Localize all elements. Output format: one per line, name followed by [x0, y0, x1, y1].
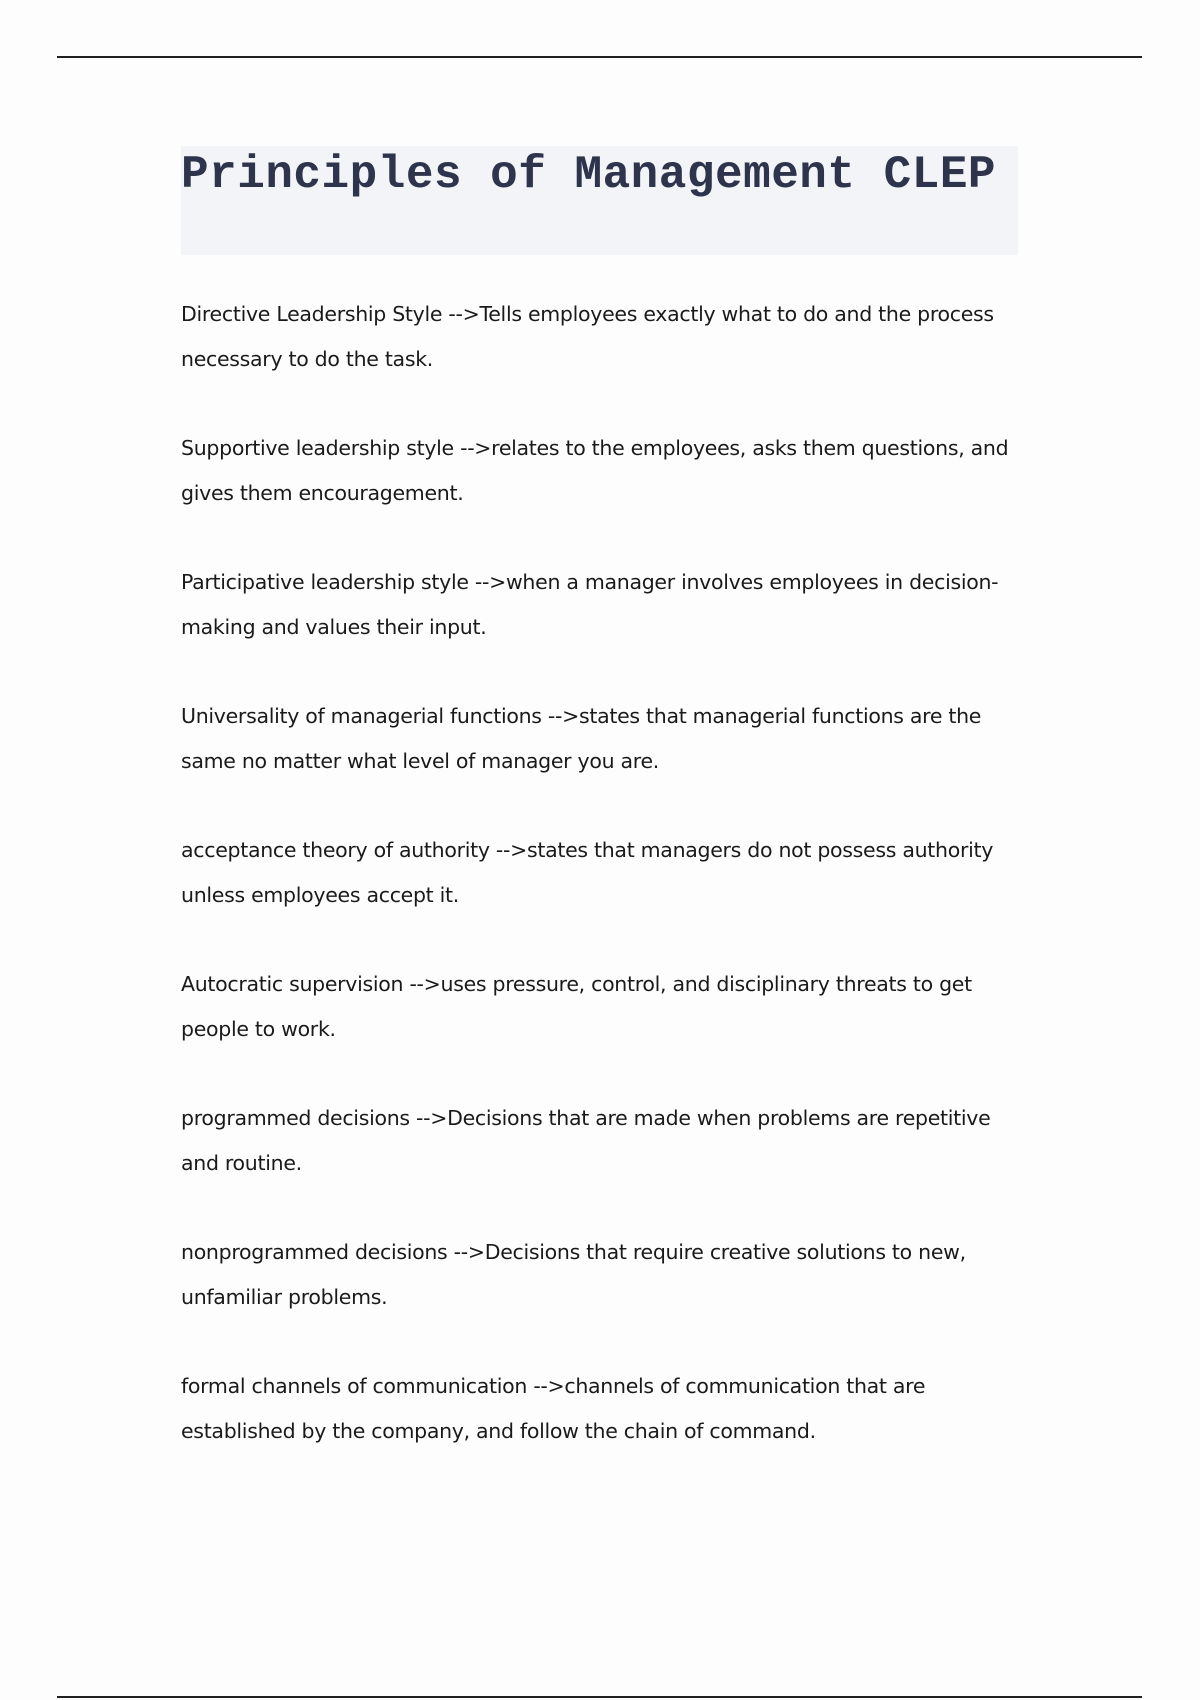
top-rule	[57, 56, 1142, 58]
title-banner	[181, 146, 1018, 255]
flashcard-entry-acceptance-theory: acceptance theory of authority -->states that managers do not possess authority unless employees accept it.	[181, 838, 994, 907]
flashcard-entry-autocratic-supervision: Autocratic supervision -->uses pressure, control, and disciplinary threats to get people to work.	[181, 972, 972, 1041]
flashcard-entry-participative-leadership: Participative leadership style -->when a manager involves employees in decision-making and values their input.	[181, 570, 999, 639]
flashcard-list	[181, 292, 1021, 1498]
flashcard-entry-supportive-leadership: Supportive leadership style -->relates to the employees, asks them questions, and gives them encouragement.	[181, 436, 1009, 505]
flashcard-entry-nonprogrammed-decisions: nonprogrammed decisions -->Decisions that require creative solutions to new, unfamiliar problems.	[181, 1240, 966, 1309]
page-title: Principles of Management CLEP	[181, 149, 997, 201]
bottom-rule	[57, 1696, 1142, 1698]
flashcard-entry-directive-leadership: Directive Leadership Style -->Tells employees exactly what to do and the process necessary to do the task.	[181, 302, 994, 371]
flashcard-entry-programmed-decisions: programmed decisions -->Decisions that are made when problems are repetitive and routine.	[181, 1106, 991, 1175]
flashcard-entry-universality-functions: Universality of managerial functions -->states that managerial functions are the same no matter what level of manager you are.	[181, 704, 982, 773]
flashcard-entry-formal-channels: formal channels of communication -->channels of communication that are established by the company, and follow the chain of command.	[181, 1374, 926, 1443]
